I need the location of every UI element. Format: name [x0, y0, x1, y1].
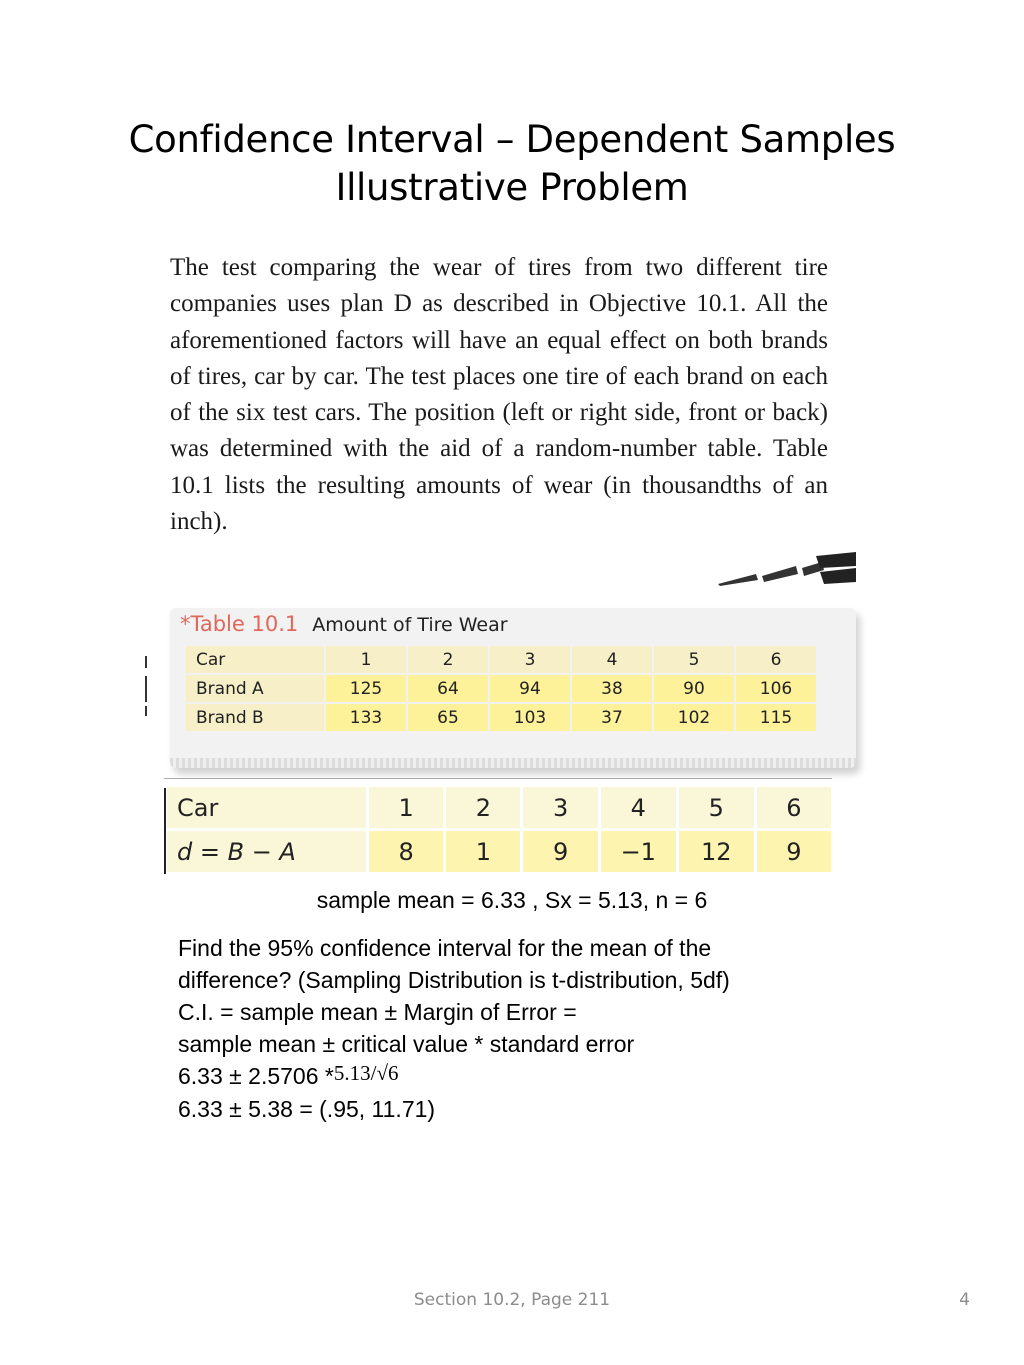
table-heading [180, 612, 508, 636]
table-cell: 38 [572, 675, 652, 702]
table-row [167, 787, 831, 828]
table-cell: 94 [490, 675, 570, 702]
calculation-line [178, 1060, 858, 1093]
table-cell: 1 [446, 831, 520, 872]
table-row [167, 831, 831, 872]
row-label: d = B − A [167, 831, 366, 872]
sample-statistics: sample mean = 6.33 , Sx = 5.13, n = 6 [316, 887, 708, 913]
table-cell: 1 [369, 787, 443, 828]
table-cell: 3 [490, 646, 570, 673]
formula-line: C.I. = sample mean ± Margin of Error = [178, 999, 577, 1025]
standard-error-expression: 5.13/√6 [333, 1061, 399, 1085]
footer-source: Section 10.2, Page 211 [413, 1290, 611, 1310]
title-line-1: Confidence Interval – Dependent Samples [128, 118, 896, 161]
table-cell: 102 [654, 704, 734, 731]
row-label: Car [186, 646, 324, 673]
table-cell: 90 [654, 675, 734, 702]
row-label: Car [167, 787, 366, 828]
table-cell: 2 [408, 646, 488, 673]
scan-edge-marks [143, 656, 149, 716]
tire-wear-table [170, 608, 856, 768]
table-row [186, 704, 816, 731]
table-caption: Amount of Tire Wear [312, 614, 508, 636]
table-cell: 115 [736, 704, 816, 731]
table-cell: 9 [757, 831, 831, 872]
table-cell: 106 [736, 675, 816, 702]
table-shadow-edge [170, 758, 856, 768]
table-cell: 12 [679, 831, 754, 872]
table-cell: 9 [523, 831, 597, 872]
table-cell: 1 [326, 646, 406, 673]
table-cell: 5 [679, 787, 754, 828]
table-cell: 5 [654, 646, 734, 673]
calculation-prefix: 6.33 ± 2.5706 * [178, 1063, 334, 1089]
confidence-interval-work [178, 932, 858, 1125]
table-cell: 65 [408, 704, 488, 731]
table-cell: 125 [326, 675, 406, 702]
slide-title [0, 116, 1024, 212]
divider [164, 778, 832, 779]
table-cell: 4 [572, 646, 652, 673]
title-line-2: Illustrative Problem [335, 166, 689, 209]
table-cell: 3 [523, 787, 597, 828]
decorative-stripes [716, 552, 856, 588]
table-cell: −1 [601, 831, 676, 872]
problem-line: difference? (Sampling Distribution is t-distribution, 5df) [178, 967, 730, 993]
problem-line: Find the 95% confidence interval for the mean of the [178, 935, 712, 961]
table-cell: 2 [446, 787, 520, 828]
table-cell: 64 [408, 675, 488, 702]
problem-description: The test comparing the wear of tires from two different tire companies uses plan D as described in Objective 10.1. All the aforementioned factors will have an equal effect on both brands of tires, car by car. The test places one tire of each brand on each of the six test cars. The position (left or right side, front or back) was determined with the aid of a random-number table. Table 10.1 lists the resulting amounts of wear (in thousandths of an inch). [170, 254, 828, 536]
table-cell: 4 [601, 787, 676, 828]
table-number: *Table 10.1 [180, 612, 299, 636]
table-cell: 133 [326, 704, 406, 731]
table-cell: 6 [757, 787, 831, 828]
row-label: Brand B [186, 704, 324, 731]
result-line: 6.33 ± 5.38 = (.95, 11.71) [178, 1096, 436, 1122]
difference-grid [164, 784, 834, 875]
row-label: Brand A [186, 675, 324, 702]
tire-wear-grid [184, 644, 818, 733]
table-cell: 37 [572, 704, 652, 731]
table-row [186, 646, 816, 673]
table-cell: 6 [736, 646, 816, 673]
table-cell: 8 [369, 831, 443, 872]
table-row [186, 675, 816, 702]
formula-line: sample mean ± critical value * standard error [178, 1031, 635, 1057]
page-number: 4 [959, 1290, 970, 1310]
difference-table [164, 778, 834, 878]
table-cell: 103 [490, 704, 570, 731]
